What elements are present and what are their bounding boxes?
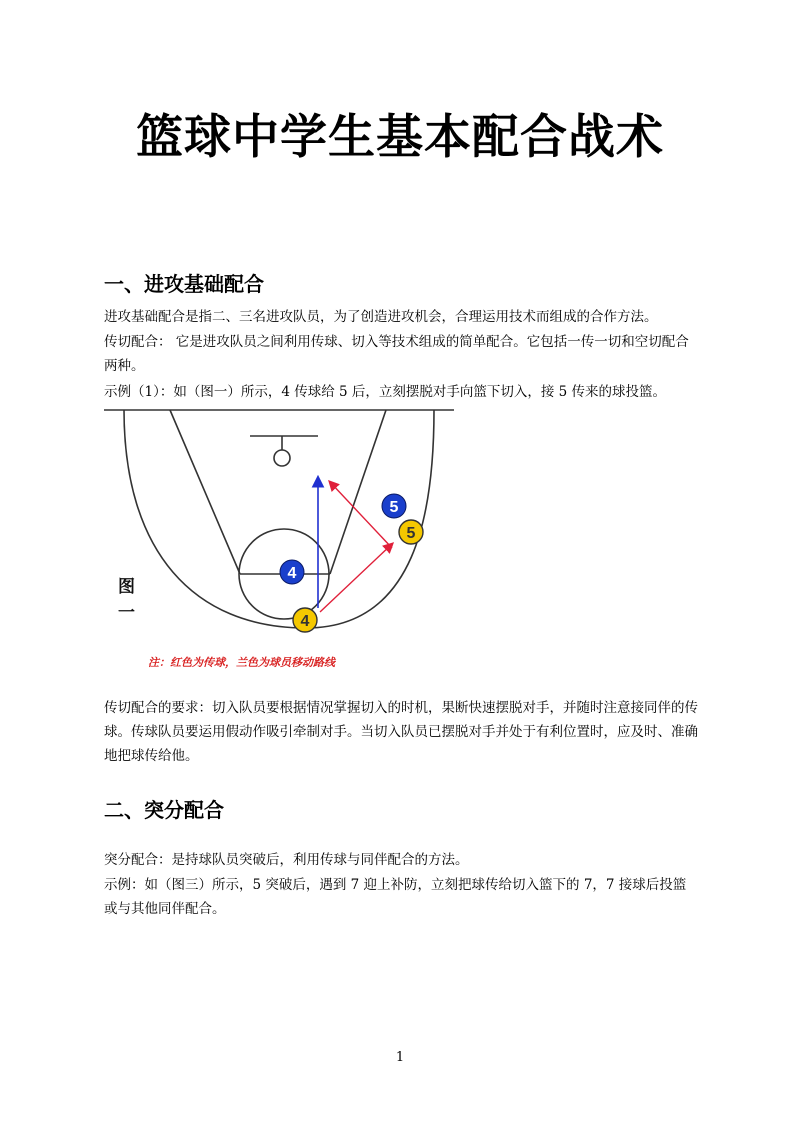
paragraph: 示例（1）：如（图一）所示，4 传球给 5 后，立刻摆脱对手向篮下切入，接 5 传来的球投篮。 xyxy=(104,384,667,400)
figure-note: 注：红色为传球，兰色为球员移动路线 xyxy=(148,656,335,669)
section-heading-1: 一、进攻基础配合 xyxy=(104,272,264,296)
player-number: 5 xyxy=(389,499,399,516)
player-number: 4 xyxy=(300,613,310,630)
court-lines xyxy=(104,410,454,628)
court-diagram xyxy=(104,402,464,678)
figure-label-line2: 一 xyxy=(118,603,135,623)
page-title: 篮球中学生基本配合战术 xyxy=(136,110,664,165)
page-number: 1 xyxy=(395,1050,405,1065)
player-defender-5 xyxy=(382,494,406,518)
pass-line-5-to-basket xyxy=(330,482,392,548)
section-heading-2: 二、突分配合 xyxy=(104,798,224,822)
paragraph: 突分配合：是持球队员突破后，利用传球与同伴配合的方法。 xyxy=(104,852,469,868)
paragraph: 传切配合的要求：切入队员要根据情况掌握切入的时机，果断快速摆脱对手，并随时注意接同伴的传球。传球队员要运用假动作吸引牵制对手。当切入队员已摆脱对手并处于有利位置时，应及时、准确地把球传给他。 xyxy=(104,700,698,764)
lane-left xyxy=(170,410,240,574)
player-number: 5 xyxy=(406,525,416,542)
paragraph: 传切配合： 它是进攻队员之间利用传球、切入等技术组成的简单配合。它包括一传一切和空切配合两种。 xyxy=(104,334,689,374)
player-defender-4 xyxy=(280,560,304,584)
paragraph: 示例：如（图三）所示，5 突破后，遇到 7 迎上补防，立刻把球传给切入篮下的 7，7 接球后投篮或与其他同伴配合。 xyxy=(104,877,687,917)
lane-right xyxy=(330,410,386,574)
three-point-arc xyxy=(124,410,434,628)
player-attacker-4 xyxy=(293,608,317,632)
rim xyxy=(274,450,290,466)
player-attacker-5 xyxy=(399,520,423,544)
player-number: 4 xyxy=(287,565,297,582)
paragraph: 进攻基础配合是指二、三名进攻队员，为了创造进攻机会，合理运用技术而组成的合作方法。 xyxy=(104,309,658,325)
figure-label-line1: 图 xyxy=(118,577,135,597)
